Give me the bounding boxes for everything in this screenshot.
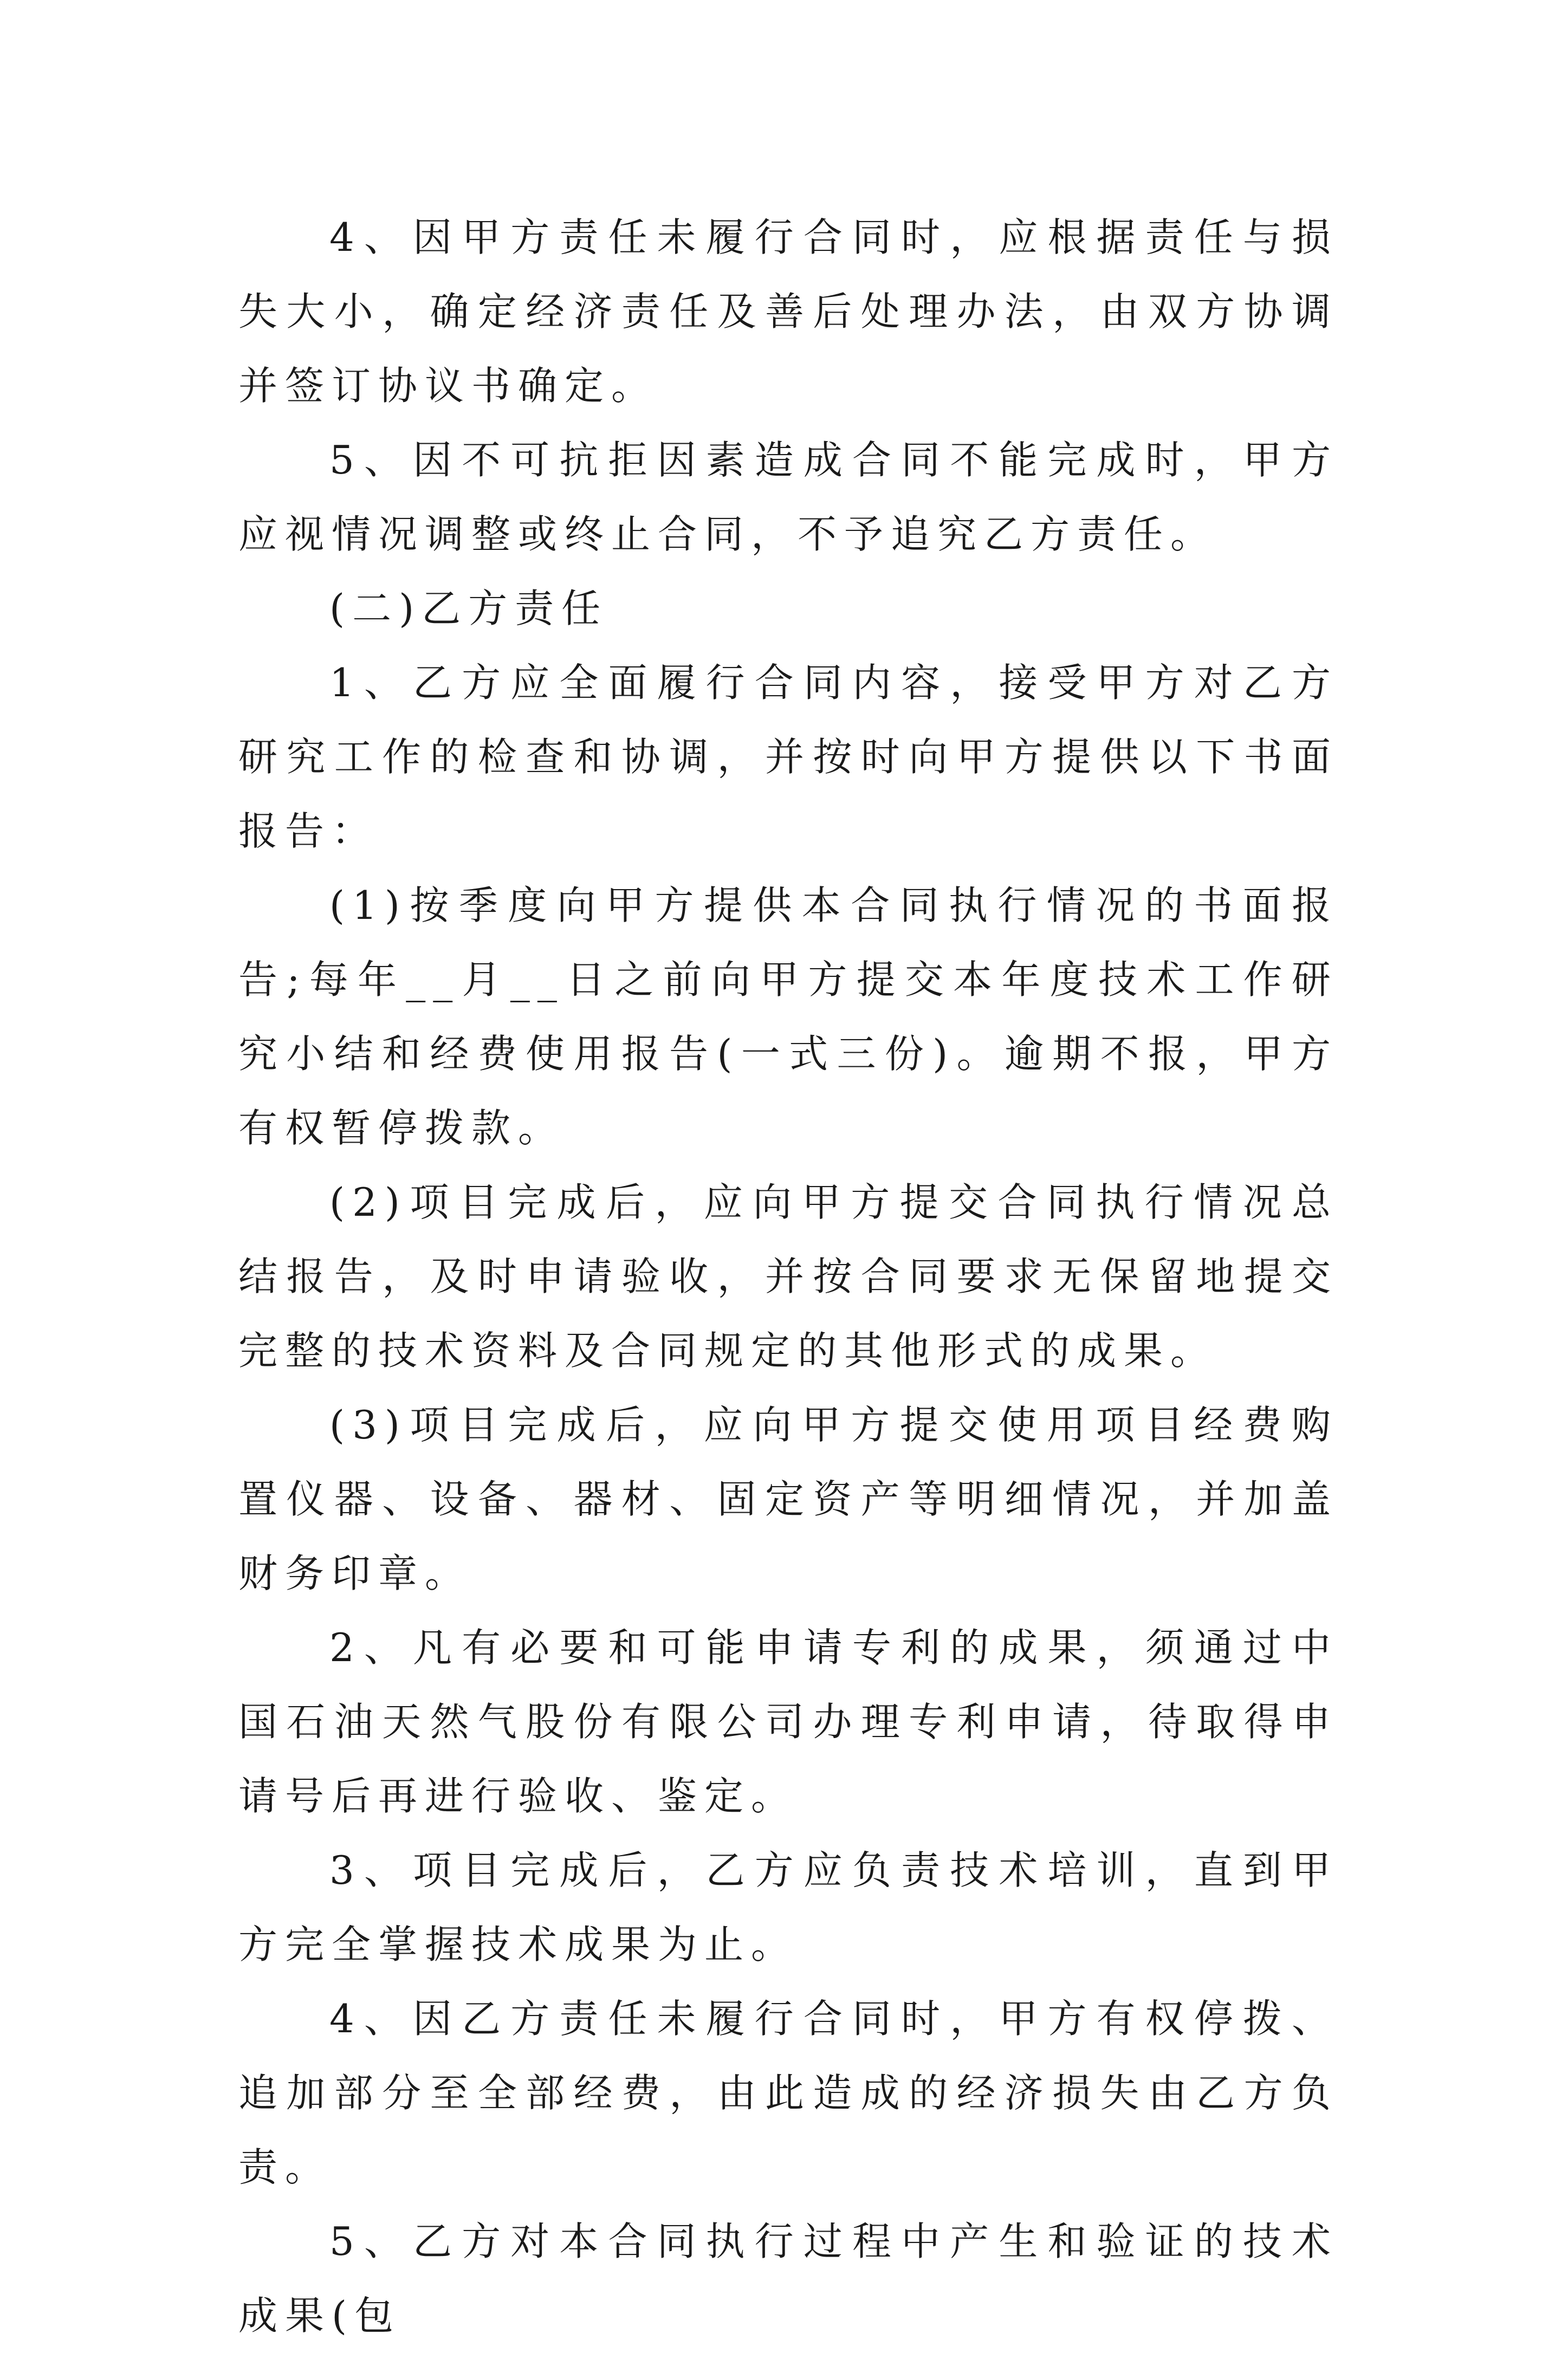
paragraph-party-b-subitem-1: (1)按季度向甲方提供本合同执行情况的书面报告;每年__月__日之前向甲方提交本年度技术工作研究小结和经费使用报告(一式三份)。逾期不报，甲方有权暂停拨款。 <box>238 883 1338 1151</box>
paragraph-party-b-item-3: 3、项目完成后，乙方应负责技术培训，直到甲方完全掌握技术成果为止。 <box>238 1848 1338 1967</box>
paragraph-party-b-item-5: 5、乙方对本合同执行过程中产生和验证的技术成果(包 <box>238 2219 1338 2338</box>
paragraph-party-b-item-1: 1、乙方应全面履行合同内容，接受甲方对乙方研究工作的检查和协调，并按时向甲方提供以下书面报告： <box>238 660 1338 854</box>
paragraph-party-a-item-5: 5、因不可抗拒因素造成合同不能完成时，甲方应视情况调整或终止合同，不予追究乙方责任。 <box>238 437 1338 557</box>
document-body <box>238 200 1338 2353</box>
paragraph-party-a-item-4: 4、因甲方责任未履行合同时，应根据责任与损失大小，确定经济责任及善后处理办法，由双方协调并签订协议书确定。 <box>238 215 1338 409</box>
paragraph-party-b-item-2: 2、凡有必要和可能申请专利的成果，须通过中国石油天然气股份有限公司办理专利申请，待取得申请号后再进行验收、鉴定。 <box>238 1625 1338 1819</box>
paragraph-party-b-subitem-3: (3)项目完成后，应向甲方提交使用项目经费购置仪器、设备、器材、固定资产等明细情况，并加盖财务印章。 <box>238 1402 1338 1596</box>
paragraph-party-b-subitem-2: (2)项目完成后，应向甲方提交合同执行情况总结报告，及时申请验收，并按合同要求无保留地提交完整的技术资料及合同规定的其他形式的成果。 <box>238 1179 1338 1373</box>
paragraph-party-b-item-4: 4、因乙方责任未履行合同时，甲方有权停拨、追加部分至全部经费，由此造成的经济损失由乙方负责。 <box>238 1996 1338 2190</box>
section-heading-party-b: (二)乙方责任 <box>329 586 608 631</box>
